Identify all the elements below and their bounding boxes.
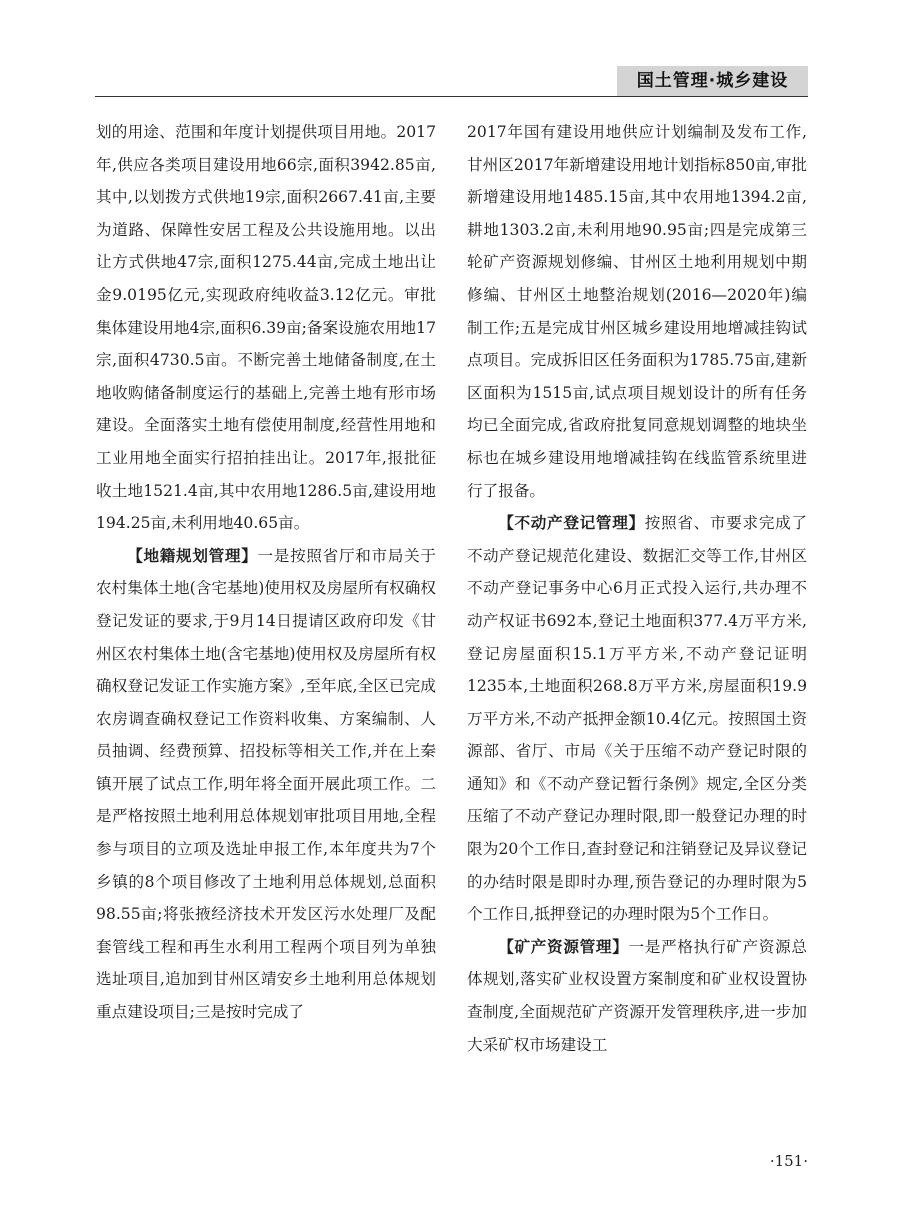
left-paragraph-2 <box>96 540 436 1029</box>
left-paragraph-2-body: 一是按照省厅和市局关于农村集体土地(含宅基地)使用权及房屋所有权确权登记发证的要求,于9月14日提请区政府印发《甘州区农村集体土地(含宅基地)使用权及房屋所有权确权登记发证工作实施方案》,至年底,全区已完成农房调查确权登记工作资料收集、方案编制、人员抽调、经费预算、招投标等相关工作,并在上秦镇开展了试点工作,明年将全面开展此项工作。二是严格按照土地利用总体规划审批项目用地,全程参与项目的立项及选址申报工作,本年度共为7个乡镇的8个项目修改了土地利用总体规划,总面积98.55亩;将张掖经济技术开发区污水处理厂及配套管线工程和再生水利用工程两个项目列为单独选址项目,追加到甘州区靖安乡土地利用总体规划重点建设项目;三是按时完成了 <box>96 546 436 1022</box>
left-paragraph-1: 划的用途、范围和年度计划提供项目用地。2017年,供应各类项目建设用地66宗,面积3942.85亩,其中,以划拨方式供地19宗,面积2667.41亩,主要为道路、保障性安居工程及公共设施用地。以出让方式供地47宗,面积1275.44亩,完成土地出让金9.0195亿元,实现政府纯收益3.12亿元。审批集体建设用地4宗,面积6.39亩;备案设施农用地17宗,面积4730.5亩。不断完善土地储备制度,在土地收购储备制度运行的基础上,完善土地有形市场建设。全面落实土地有偿使用制度,经营性用地和工业用地全面实行招拍挂出让。2017年,报批征收土地1521.4亩,其中农用地1286.5亩,建设用地194.25亩,未利用地40.65亩。 <box>96 123 436 533</box>
right-paragraph-3-heading: 【矿产资源管理】 <box>498 937 629 956</box>
right-paragraph-2-heading: 【不动产登记管理】 <box>498 514 645 533</box>
left-paragraph-2-heading: 【地籍规划管理】 <box>127 546 258 565</box>
right-column <box>467 116 807 1061</box>
header-rule <box>95 96 808 97</box>
right-paragraph-1: 2017年国有建设用地供应计划编制及发布工作,甘州区2017年新增建设用地计划指标850亩,审批新增建设用地1485.15亩,其中农用地1394.2亩,耕地1303.2亩,未利用地90.95亩;四是完成第三轮矿产资源规划修编、甘州区土地利用规划中期修编、甘州区土地整治规划(2016—2020年)编制工作;五是完成甘州区城乡建设用地增减挂钩试点项目。完成拆旧区任务面积为1785.75亩,建新区面积为1515亩,试点项目规划设计的所有任务均已全面完成,省政府批复同意规划调整的地块坐标也在城乡建设用地增减挂钩在线监管系统里进行了报备。 <box>467 123 807 500</box>
right-paragraph-2-body: 按照省、市要求完成了不动产登记规范化建设、数据汇交等工作,甘州区不动产登记事务中心6月正式投入运行,共办理不动产权证书692本,登记土地面积377.4万平方米,登记房屋面积15.1万平方米,不动产登记证明1235本,土地面积268.8万平方米,房屋面积19.9万平方米,不动产抵押金额10.4亿元。按照国土资源部、省厅、市局《关于压缩不动产登记时限的通知》和《不动产登记暂行条例》规定,全区分类压缩了不动产登记办理时限,即一般登记办理的时限为20个工作日,查封登记和注销登记及异议登记的办结时限是即时办理,预告登记的办理时限为5个工作日,抵押登记的办理时限为5个工作日。 <box>467 514 807 924</box>
right-paragraph-3-body: 一是严格执行矿产资源总体规划,落实矿业权设置方案制度和矿业权设置协查制度,全面规范矿产资源开发管理秩序,进一步加大采矿权市场建设工 <box>467 937 807 1054</box>
right-paragraph-3 <box>467 931 807 1061</box>
right-paragraph-2 <box>467 507 807 931</box>
page-number: ·151· <box>769 1152 808 1170</box>
section-title: 国土管理·城乡建设 <box>617 66 808 97</box>
left-column <box>96 116 436 1029</box>
